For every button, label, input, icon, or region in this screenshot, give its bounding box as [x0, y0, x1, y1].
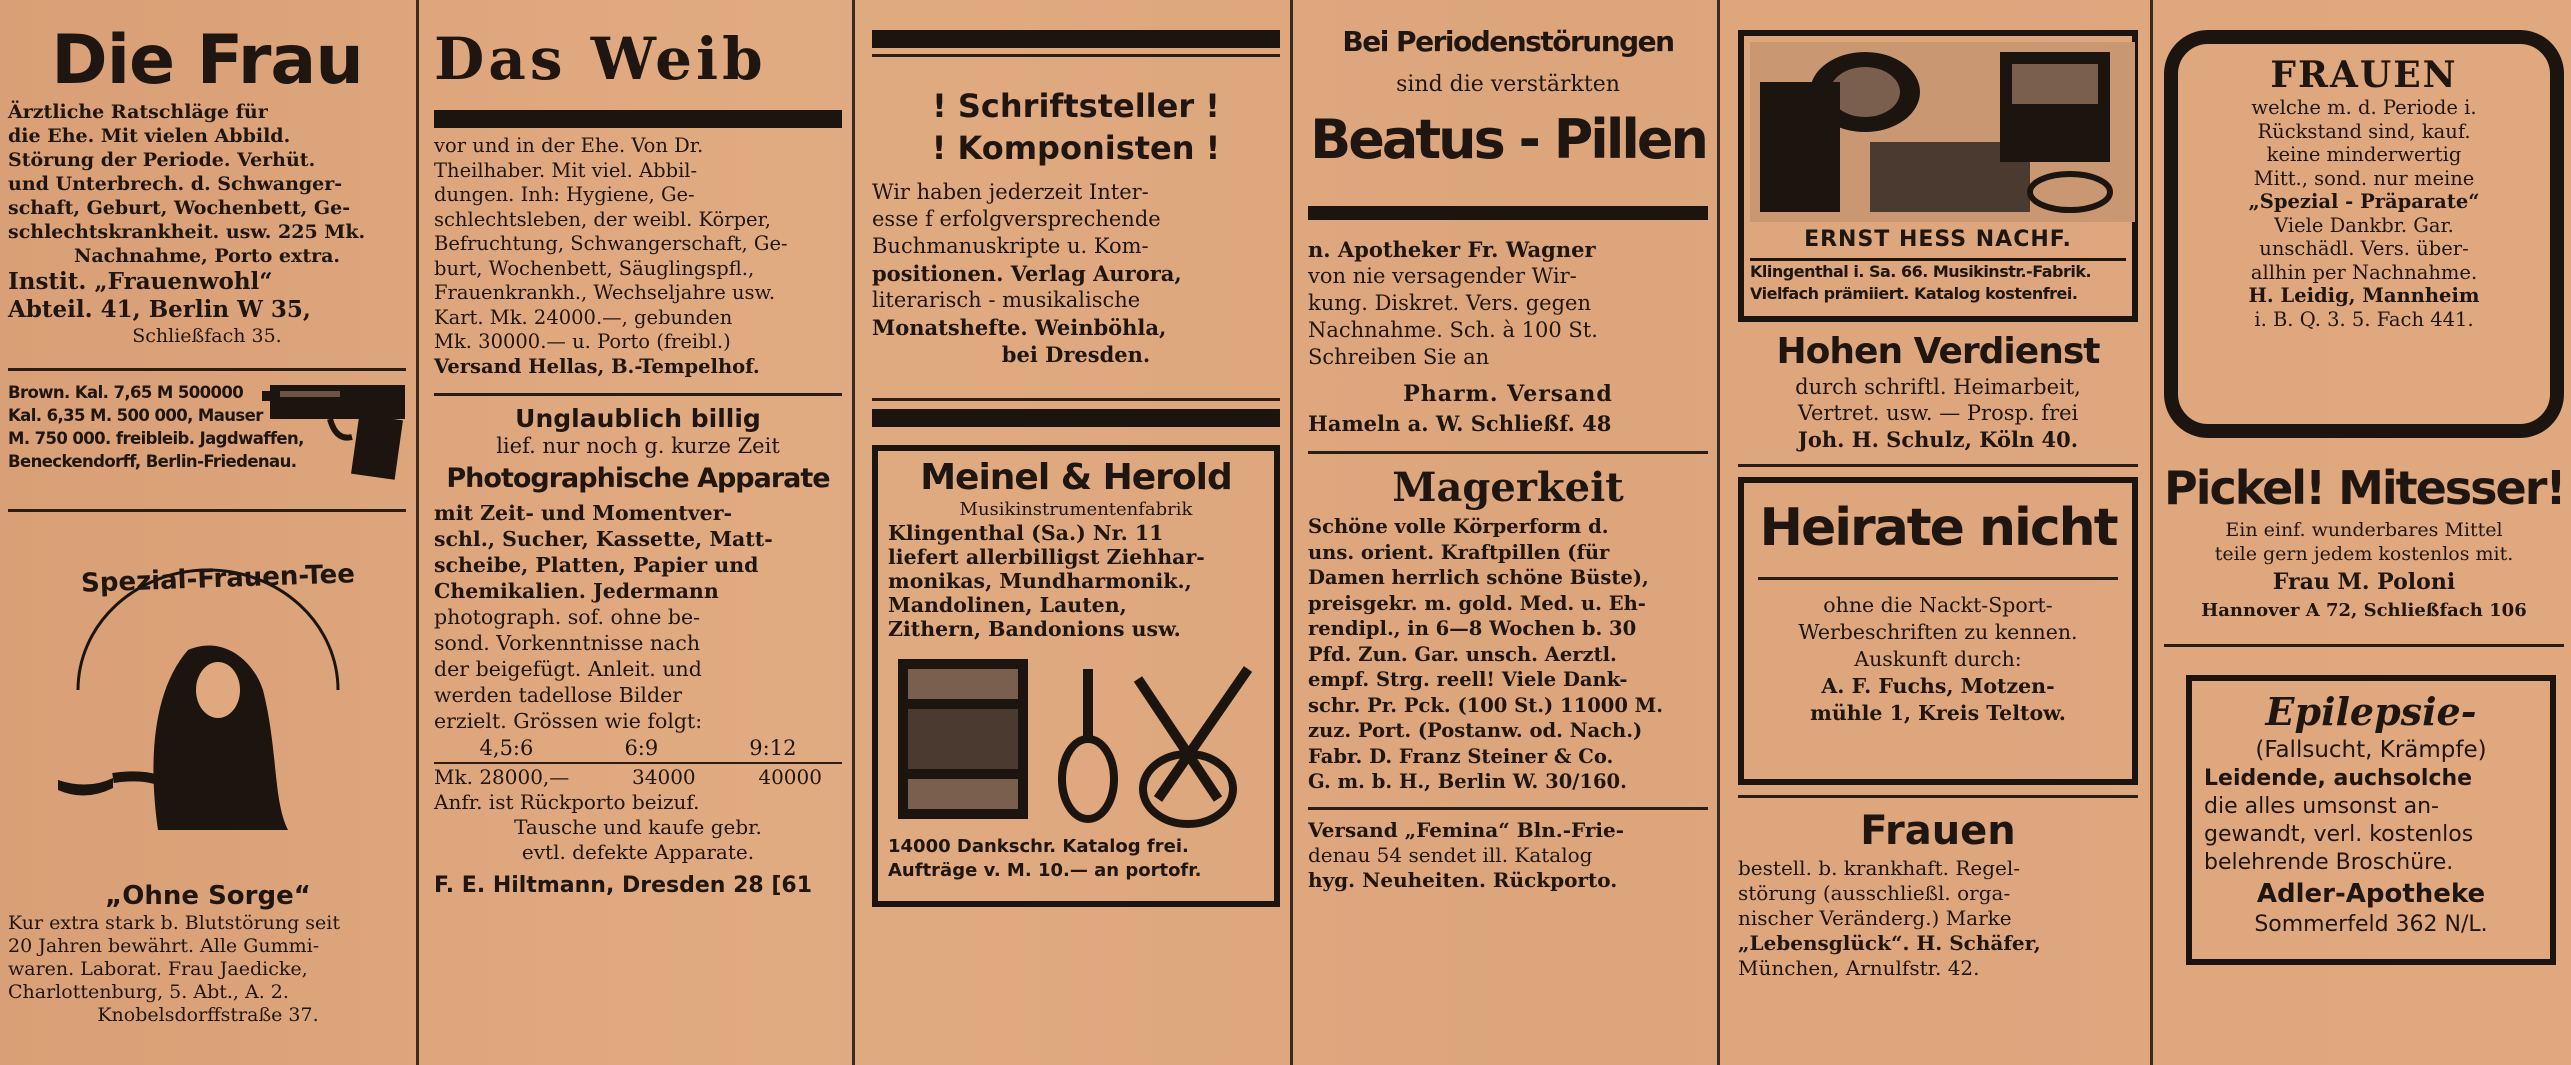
marry-title: Heirate nicht	[1759, 498, 2117, 558]
leidig-line: Viele Dankbr. Gar.	[2274, 213, 2454, 237]
writers-head: ! Schriftsteller !	[932, 87, 1220, 125]
mh-text	[888, 521, 1264, 641]
ad-tea-text	[8, 880, 408, 1027]
column-rule	[2150, 0, 2153, 1065]
photo-line: der beigefügt. Anleit. und	[434, 657, 702, 681]
hess-line: Klingenthal i. Sa. 66. Musikinstr.-Fabrik.	[1750, 262, 2092, 281]
mh-tail-line: Aufträge v. M. 10.— an portofr.	[888, 860, 1202, 881]
ad-text	[8, 100, 406, 348]
divider	[1758, 577, 2118, 580]
ad-text-line: Versand Hellas, B.-Tempelhof.	[434, 354, 760, 378]
ad-heirate	[1738, 477, 2138, 785]
beatus-line: n. Apotheker Fr. Wagner	[1308, 237, 1596, 262]
women-text	[1738, 856, 2138, 981]
hess-line: Vielfach prämiiert. Katalog kostenfrei.	[1750, 284, 2078, 303]
photo-tail	[434, 790, 842, 865]
ad-text	[434, 134, 842, 379]
thin-line: Fabr. D. Franz Steiner & Co.	[1308, 744, 1614, 768]
leidig-line: Rückstand sind, kauf.	[2257, 119, 2471, 143]
ad-frauen-leidig	[2164, 30, 2564, 438]
column-1	[0, 0, 414, 1065]
writers-line: Monatshefte. Weinböhla,	[872, 315, 1167, 340]
ad-title: Das Weib	[434, 25, 767, 93]
ad-weapons-line: Kal. 6,35 M. 500 000, Mauser	[8, 406, 263, 425]
divider	[2164, 644, 2564, 647]
divider	[1308, 206, 1708, 220]
hess-title: ERNST HESS NACHF.	[1804, 227, 2072, 252]
pimple-title: Pickel! Mitesser!	[2164, 461, 2565, 515]
ad-address: Abteil. 41, Berlin W 35,	[8, 296, 311, 323]
women-line: München, Arnulfstr. 42.	[1738, 956, 1980, 980]
photo-line: Chemikalien. Jedermann	[434, 579, 719, 603]
divider	[1308, 451, 1708, 454]
instruments-illustration	[1750, 42, 2135, 222]
women-line: nischer Veränderg.) Marke	[1738, 906, 2012, 930]
leidig-line: unschädl. Vers. über-	[2259, 237, 2469, 260]
price-label: Mk. 28000,—	[434, 765, 570, 789]
mh-line: liefert allerbilligst Ziehhar-	[888, 545, 1205, 569]
leidig-product: „Spezial - Präparate“	[2248, 190, 2480, 213]
divider	[434, 110, 842, 128]
column-4	[1302, 0, 1714, 1065]
beatus-sub: sind die verstärkten	[1396, 72, 1620, 97]
photo-line: schl., Sucher, Kassette, Matt-	[434, 527, 773, 551]
earn-line: durch schriftl. Heimarbeit,	[1795, 375, 2081, 399]
photo-line: sond. Vorkenntnisse nach	[434, 631, 701, 655]
size-label: 4,5:6	[479, 736, 534, 760]
tea-line: Kur extra stark b. Blutstörung seit	[8, 912, 340, 934]
divider	[1308, 807, 1708, 810]
column-rule	[852, 0, 855, 1065]
leidig-line: allhin per Nachnahme.	[2250, 260, 2478, 284]
ad-photo	[434, 404, 842, 901]
ad-title: Die Frau	[51, 21, 363, 100]
epi-line: Leidende, auchsolche	[2204, 766, 2473, 791]
column-5	[1730, 0, 2146, 1065]
mh-sub: Musikinstrumentenfabrik	[959, 499, 1193, 520]
mh-title: Meinel & Herold	[920, 457, 1232, 498]
size-label: 6:9	[624, 736, 659, 760]
ad-photo-title: Photographische Apparate	[446, 463, 830, 494]
tea-line: Charlottenburg, 5. Abt., A. 2.	[8, 981, 289, 1003]
column-2	[428, 0, 848, 1065]
ad-text-line: Störung der Periode. Verhüt.	[8, 149, 316, 171]
divider	[8, 509, 406, 512]
divider	[872, 398, 1280, 401]
ad-text-line: Kart. Mk. 24000.—, gebunden	[434, 305, 733, 329]
photo-tail-line: evtl. defekte Apparate.	[521, 840, 755, 864]
ad-verdienst	[1738, 330, 2138, 454]
ad-text-line: Befruchtung, Schwangerschaft, Ge-	[434, 232, 788, 255]
instruments-illustration	[888, 649, 1268, 829]
beatus-head: Bei Periodenstörungen	[1342, 25, 1674, 58]
beatus-line: kung. Diskret. Vers. gegen	[1308, 291, 1591, 315]
ad-weapons-line: Brown. Kal. 7,65 M 500000	[8, 383, 244, 402]
divider	[872, 30, 1280, 48]
mh-line: Klingenthal (Sa.) Nr. 11	[888, 521, 1164, 545]
mh-line: monikas, Mundharmonik.,	[888, 569, 1192, 593]
ad-text-line: Theilhaber. Mit viel. Abbil-	[434, 158, 698, 182]
ad-text-line: burt, Wochenbett, Säuglingspfl.,	[434, 256, 755, 280]
epi-line: gewandt, verl. kostenlos	[2204, 822, 2474, 847]
price-label: 40000	[758, 765, 822, 789]
pimple-firm: Frau M. Poloni	[2272, 569, 2456, 595]
leidig-line: Mitt., sond. nur meine	[2253, 166, 2475, 190]
ad-institute: Instit. „Frauenwohl“	[8, 268, 273, 295]
pimple-addr: Hannover A 72, Schließfach 106	[2201, 600, 2527, 621]
ad-femina	[1308, 818, 1708, 893]
marry-line: ohne die Nackt-Sport-	[1823, 593, 2053, 617]
writers-line: Wir haben jederzeit Inter-	[872, 180, 1149, 204]
leidig-firm: H. Leidig, Mannheim	[2248, 284, 2480, 307]
ad-text-line: dungen. Inh: Hygiene, Ge-	[434, 183, 695, 206]
epi-line: die alles umsonst an-	[2204, 794, 2439, 819]
leidig-text	[2186, 96, 2542, 331]
ad-weapons-line: M. 750 000. freibleib. Jagdwaffen,	[8, 429, 304, 448]
leidig-addr: i. B. Q. 3. 5. Fach 441.	[2254, 307, 2474, 331]
mh-tail-line: 14000 Dankschr. Katalog frei.	[888, 836, 1189, 857]
ad-weapons	[8, 381, 406, 501]
marry-text	[1758, 592, 2118, 727]
women-line: störung (ausschließl. orga-	[1738, 881, 2011, 905]
divider	[1738, 795, 2138, 798]
column-rule	[416, 0, 419, 1065]
tea-name: „Ohne Sorge“	[105, 881, 311, 911]
ad-ernst-hess	[1738, 30, 2138, 322]
thin-line: uns. orient. Kraftpillen (für	[1308, 540, 1610, 564]
thin-line: Pfd. Zun. Gar. unsch. Aerztl.	[1308, 642, 1617, 666]
thin-line: preisgekr. m. gold. Med. u. Eh-	[1308, 591, 1646, 615]
photo-firm: F. E. Hiltmann, Dresden 28 [61	[434, 873, 813, 898]
femina-line: Versand „Femina“ Bln.-Frie-	[1308, 817, 1625, 842]
marry-line: Werbeschriften zu kennen.	[1798, 620, 2078, 644]
beatus-line: Schreiben Sie an	[1308, 345, 1490, 369]
ad-text-line: und Unterbrech. d. Schwanger-	[8, 173, 343, 195]
thin-line: schr. Pr. Pck. (100 St.) 11000 M.	[1308, 693, 1664, 717]
ad-frauen-regel	[1738, 806, 2138, 981]
photo-line: erzielt. Grössen wie folgt:	[434, 709, 703, 733]
photo-tail-line: Anfr. ist Rückporto beizuf.	[434, 790, 700, 814]
marry-line: Auskunft durch:	[1854, 647, 2022, 671]
leidig-title: FRAUEN	[2270, 54, 2458, 96]
marry-line: mühle 1, Kreis Teltow.	[1810, 701, 2066, 725]
ad-pickel	[2164, 458, 2564, 624]
photo-line: mit Zeit- und Momentver-	[434, 501, 733, 525]
ad-text-line: schlechtskrankheit. usw. 225 Mk.	[8, 221, 366, 243]
writers-line: positionen. Verlag Aurora,	[872, 261, 1182, 286]
photo-line: scheibe, Platten, Papier und	[434, 553, 759, 577]
ad-tea	[8, 520, 406, 900]
thin-title: Magerkeit	[1392, 464, 1624, 511]
ad-weapons-line: Beneckendorff, Berlin-Friedenau.	[8, 452, 297, 471]
ad-text-line: Frauenkrankh., Wechseljahre usw.	[434, 281, 776, 304]
thin-line: Damen herrlich schöne Büste),	[1308, 566, 1649, 589]
earn-line: Vertret. usw. — Prosp. frei	[1797, 401, 2079, 425]
pistol-icon	[260, 373, 410, 483]
photo-line: photograph. sof. ohne be-	[434, 605, 701, 629]
ad-die-frau	[8, 22, 406, 348]
beatus-vers: Pharm. Versand	[1403, 381, 1613, 407]
women-line: bestell. b. krankhaft. Regel-	[1738, 856, 2021, 880]
ad-beatus	[1308, 22, 1708, 439]
ad-text-line: Ärztliche Ratschläge für	[8, 101, 268, 123]
ad-photo-text	[434, 500, 842, 734]
writers-line: bei Dresden.	[1001, 342, 1151, 367]
tea-line: Knobelsdorffstraße 37.	[97, 1004, 319, 1026]
pimple-text	[2164, 518, 2564, 566]
femina-line: denau 54 sendet ill. Katalog	[1308, 842, 1593, 867]
earn-text	[1738, 374, 2138, 426]
hess-text	[1750, 261, 2126, 305]
beatus-line: Nachnahme. Sch. à 100 St.	[1308, 318, 1598, 342]
epi-text	[2204, 765, 2538, 877]
writers-line: literarisch - musikalische	[872, 288, 1141, 312]
tea-arc-text: Spezial-Frauen-Tee	[80, 559, 356, 599]
beatus-text	[1308, 236, 1708, 371]
epi-line: belehrende Broschüre.	[2204, 850, 2454, 875]
ad-magerkeit	[1308, 462, 1708, 795]
photo-sizes	[434, 734, 842, 762]
leidig-line: welche m. d. Periode i.	[2251, 96, 2477, 119]
ad-das-weib	[434, 24, 842, 379]
femina-line: hyg. Neuheiten. Rückporto.	[1308, 867, 1618, 892]
earn-firm: Joh. H. Schulz, Köln 40.	[1797, 427, 2079, 452]
column-rule	[1290, 0, 1293, 1065]
ad-text-line: Mk. 30000.— u. Porto (freibl.)	[434, 330, 731, 353]
thin-line: G. m. b. H., Berlin W. 30/160.	[1308, 770, 1627, 793]
mh-line: Mandolinen, Lauten,	[888, 593, 1127, 617]
ad-meinel-herold	[872, 445, 1280, 907]
divider	[872, 54, 1280, 57]
pimple-line: teile gern jedem kostenlos mit.	[2214, 543, 2514, 565]
ad-cheap: Unglaublich billig	[515, 404, 761, 433]
photo-prices	[434, 764, 842, 790]
writers-line: Buchmanuskripte u. Kom-	[872, 234, 1149, 258]
epi-sub: (Fallsucht, Krämpfe)	[2255, 737, 2487, 763]
ad-text-line: schaft, Geburt, Wochenbett, Ge-	[8, 197, 351, 219]
writers-text	[872, 179, 1280, 368]
writers-line: esse f erfolgversprechende	[872, 207, 1161, 231]
photo-tail-line: Tausche und kaufe gebr.	[514, 815, 762, 839]
epi-title: Epilepsie-	[2265, 689, 2477, 734]
leidig-line: keine minderwertig	[2266, 143, 2462, 166]
epi-addr: Sommerfeld 362 N/L.	[2254, 912, 2488, 937]
women-title: Frauen	[1860, 808, 2016, 854]
thin-text	[1308, 514, 1708, 795]
ad-postbox: Schließfach 35.	[132, 325, 282, 347]
ad-text-line: Nachnahme, Porto extra.	[73, 245, 341, 267]
women-line: „Lebensglück“. H. Schäfer,	[1738, 931, 2041, 955]
divider	[434, 393, 842, 396]
beatus-pills: Beatus - Pillen	[1310, 108, 1706, 171]
epi-firm: Adler-Apotheke	[2256, 879, 2486, 909]
earn-title: Hohen Verdienst	[1776, 331, 2100, 372]
ad-epilepsie	[2186, 675, 2556, 965]
thin-line: rendipl., in 6—8 Wochen b. 30	[1308, 617, 1637, 640]
tea-lines	[8, 912, 408, 1027]
divider	[872, 409, 1280, 427]
ad-text-line: vor und in der Ehe. Von Dr.	[434, 134, 704, 157]
marry-line: A. F. Fuchs, Motzen-	[1821, 674, 2055, 698]
size-label: 9:12	[749, 736, 797, 760]
photo-line: werden tadellose Bilder	[434, 683, 683, 707]
beatus-vers-addr: Hameln a. W. Schließf. 48	[1308, 411, 1612, 436]
column-3	[866, 0, 1286, 1065]
thin-line: Schöne volle Körperform d.	[1308, 515, 1609, 538]
beatus-line: von nie versagender Wir-	[1308, 264, 1577, 288]
mh-line: Zithern, Bandonions usw.	[888, 617, 1181, 641]
ad-text-line: schlechtsleben, der weibl. Körper,	[434, 207, 771, 231]
pimple-line: Ein einf. wunderbares Mittel	[2225, 519, 2503, 541]
tea-line: waren. Laborat. Frau Jaedicke,	[8, 958, 308, 980]
mh-tail	[888, 835, 1264, 883]
column-rule	[1717, 0, 1720, 1065]
thin-line: empf. Strg. reell! Viele Dank-	[1308, 668, 1628, 691]
thin-line: zuz. Port. (Postanw. od. Nach.)	[1308, 719, 1643, 742]
price-label: 34000	[632, 765, 696, 789]
ad-writers	[872, 85, 1280, 368]
divider	[8, 368, 406, 371]
divider	[1738, 464, 2138, 467]
tea-line: 20 Jahren bewährt. Alle Gummi-	[8, 935, 320, 957]
writers-head: ! Komponisten !	[931, 129, 1221, 167]
ad-cheap-sub: lief. nur noch g. kurze Zeit	[496, 434, 780, 458]
column-6	[2160, 0, 2568, 1065]
ad-text-line: die Ehe. Mit vielen Abbild.	[8, 125, 291, 147]
